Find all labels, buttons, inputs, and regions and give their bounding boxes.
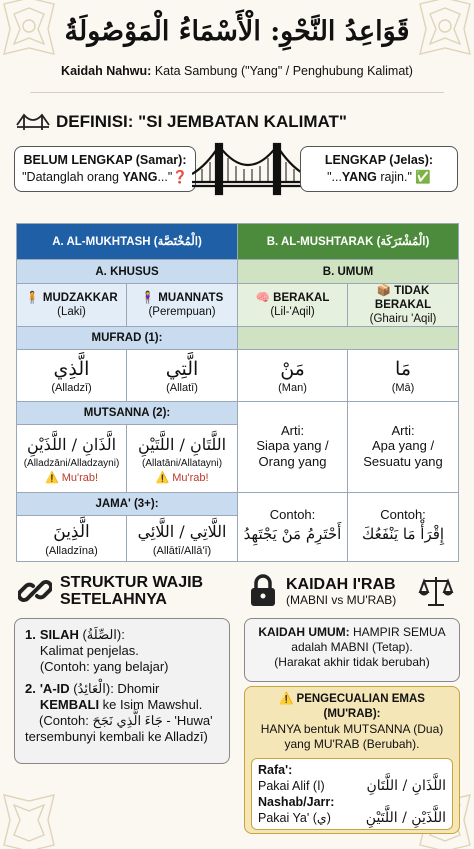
female-icon: 🧍‍♀️ [140,292,156,304]
ma-arti-label: Arti: [391,423,415,438]
exception-body: HANYA bentuk MUTSANNA (Dua) yang MU'RAB (Berubah). [260,722,444,751]
mutsanna-f-tr: (Allatāni/Allatayni) [141,457,223,469]
exception-title: ⚠️ PENGECUALIAN EMAS (MU'RAB): [279,693,425,720]
jama-label: JAMA' (3+): [17,493,238,516]
incomplete-label: BELUM LENGKAP (Samar): [23,153,187,167]
struktur-box [14,618,230,764]
irab-subtitle: (MABNI vs MU'RAB) [286,592,397,607]
man-contoh-label: Contoh: [269,507,316,522]
jama-mudzakkar [17,516,127,562]
definition-title: DEFINISI: "SI JEMBATAN KALIMAT" [56,112,347,131]
rafa-label: Rafa': [258,763,293,777]
mufrad-muannats [127,350,238,402]
irab-heading [248,574,396,608]
ma-contoh-ar: إِقْرَأْ مَا يَنْفَعُكَ [361,525,445,543]
muannats-sub: (Perempuan) [148,306,216,318]
aid-desc-a: : Dhomir [110,681,160,696]
lock-icon [248,574,278,608]
bridge-icon [16,113,50,131]
label-muannats [127,284,238,327]
aid-ar: (الْعَائِدُ) [69,681,111,696]
mufrad-ma [348,350,459,402]
rule-text: HAMPIR SEMUA adalah MABNI (Tetap). [291,625,446,654]
corner-ornament [0,785,64,849]
man-arti-label: Arti: [280,423,305,438]
ma-arti-text: Apa yang / Sesuatu yang [363,438,443,469]
nashab-text: Pakai Ya' (ي) [258,811,331,825]
mawshul-table [16,223,459,562]
incomplete-example [15,169,195,186]
subtitle-rest: Kata Sambung ("Yang" / Penghubung Kalimat) [151,64,413,78]
berakal-text: BERAKAL [273,292,330,304]
aid-example: (Contoh: جَاءَ الَّذِي نَجَحَ - 'Huwa' [39,713,213,728]
man-arti-text: Siapa yang / Orang yang [256,438,329,469]
page-subtitle [0,64,474,78]
rule-note: (Harakat akhir tidak berubah) [274,655,430,669]
mutsanna-m-warn: ⚠️ Mu'rab! [44,471,99,484]
label-berakal [238,284,348,327]
rafa-ar: اللَّذَانِ / اللَّتَانِ [366,778,446,794]
mufrad-mudzakkar [17,350,127,402]
mutsanna-m-ar: الَّذَانِ / اللَّذَيْنِ [26,434,117,454]
silah-term: SILAH [39,627,79,642]
jama-f-tr: (Allātī/Allā'ī) [152,544,212,557]
link-icon [18,574,52,608]
complete-sentence-box [300,146,458,192]
brain-icon: 🧠 [255,292,270,304]
rafa-text: Pakai Alif (ا) [258,779,325,793]
col-b-subheader: B. UMUM [238,260,459,284]
scale-icon [418,574,454,608]
mufrad-man [238,350,348,402]
jama-muannats [127,516,238,562]
mudzakkar-text: MUDZAKKAR [42,292,118,304]
mutsanna-f-ar: اللَّتَانِ / اللَّتَيْنِ [137,434,227,454]
silah-desc: Kalimat penjelas. [39,643,139,658]
berakal-sub: (Lil-'Aqil) [270,306,315,318]
nashab-label: Nashab/Jarr: [258,795,335,809]
silah-ar: (الصِّلَةُ): [78,627,125,642]
mutsanna-m-tr: (Alladzāni/Alladzayni) [23,457,120,469]
incomplete-text-a: "Datanglah orang [22,170,123,184]
mutsanna-label: MUTSANNA (2): [17,402,238,425]
aid-kembali: KEMBALI [39,697,100,712]
complete-text-yang: YANG [341,170,377,184]
mufrad-f-ar: الَّتِي [165,357,199,380]
mutsanna-muannats [127,425,238,493]
man-tr: (Man) [278,381,307,394]
ma-contoh [348,493,459,562]
irab-title: KAIDAH I'RAB [286,575,396,593]
nashab-ar: اللَّذَيْنِ / اللَّتَيْنِ [365,810,446,826]
ma-contoh-label: Contoh: [380,507,426,522]
complete-text-a: "... [327,170,342,184]
mufrad-f-tr: (Allatī) [166,381,198,394]
label-tidak-berakal [348,284,459,327]
man-contoh [238,493,348,562]
page-title-arabic: قَوَاعِدُ النَّحْوِ: الْأَسْمَاءُ الْمَوْصُولَةُ [64,16,410,47]
ma-arti [348,402,459,493]
mufrad-label-b [238,327,459,350]
man-ar: مَنْ [280,357,305,380]
male-icon: 🧍 [25,292,40,304]
struktur-title-2: SETELAHNYA [60,591,167,608]
man-contoh-ar: أَحْتَرِمُ مَنْ يَجْتَهِدُ [243,525,342,543]
tidak-berakal-sub: (Ghairu 'Aqil) [369,313,437,325]
complete-example [301,169,457,186]
divider [30,92,444,93]
tidak-berakal-text: TIDAK BERAKAL [374,285,432,311]
struktur-item-2 [25,681,221,713]
mufrad-m-tr: (Alladzī) [51,381,92,394]
label-mudzakkar [17,284,127,327]
col-a-subheader: A. KHUSUS [17,260,238,284]
subtitle-bold: Kaidah Nahwu: [61,64,152,78]
exception-box [244,686,460,834]
item2-number: 2. [25,681,36,696]
incomplete-text-c: ..."❓ [157,170,188,184]
muannats-text: MUANNATS [158,292,224,304]
mufrad-m-ar: الَّذِي [53,357,90,380]
rule-bold: KAIDAH UMUM: [258,625,350,639]
item1-number: 1. [25,627,36,642]
box-icon: 📦 [376,285,392,297]
struktur-title-1: STRUKTUR WAJIB [60,574,204,591]
jama-f-ar: اللَّاتِي / اللَّائِي [137,521,227,541]
complete-label: LENGKAP (Jelas): [324,153,434,167]
jama-m-tr: (Alladzīna) [45,544,98,557]
incomplete-sentence-box [14,146,196,192]
general-rule-box [244,618,460,682]
mufrad-label: MUFRAD (1): [17,327,238,350]
col-a-header: A. AL-MUKHTASH (الْمُخْتَصَّة) [17,224,238,260]
struktur-heading [18,574,203,608]
ma-ar: مَا [395,357,411,380]
aid-example-2: tersembunyi kembali ke Alladzī) [25,729,208,744]
silah-example: (Contoh: yang belajar) [39,659,169,674]
aid-desc-c: ke Isim Mawshul. [99,697,203,712]
mudzakkar-sub: (Laki) [57,306,86,318]
man-arti [238,402,348,493]
incomplete-text-yang: YANG [122,170,158,184]
complete-text-c: rajin." ✅ [376,170,431,184]
struktur-item-1 [25,627,221,675]
ma-tr: (Mā) [391,381,415,394]
aid-term: 'A-ID [39,681,70,696]
bridge-illustration [192,138,304,198]
exception-detail [251,758,453,830]
jama-m-ar: الَّذِينَ [53,521,90,542]
mutsanna-f-warn: ⚠️ Mu'rab! [155,471,209,484]
mutsanna-mudzakkar [17,425,127,493]
definition-heading [16,112,347,132]
col-b-header: B. AL-MUSHTARAK (الْمُشْتَرَكَة) [238,224,459,260]
